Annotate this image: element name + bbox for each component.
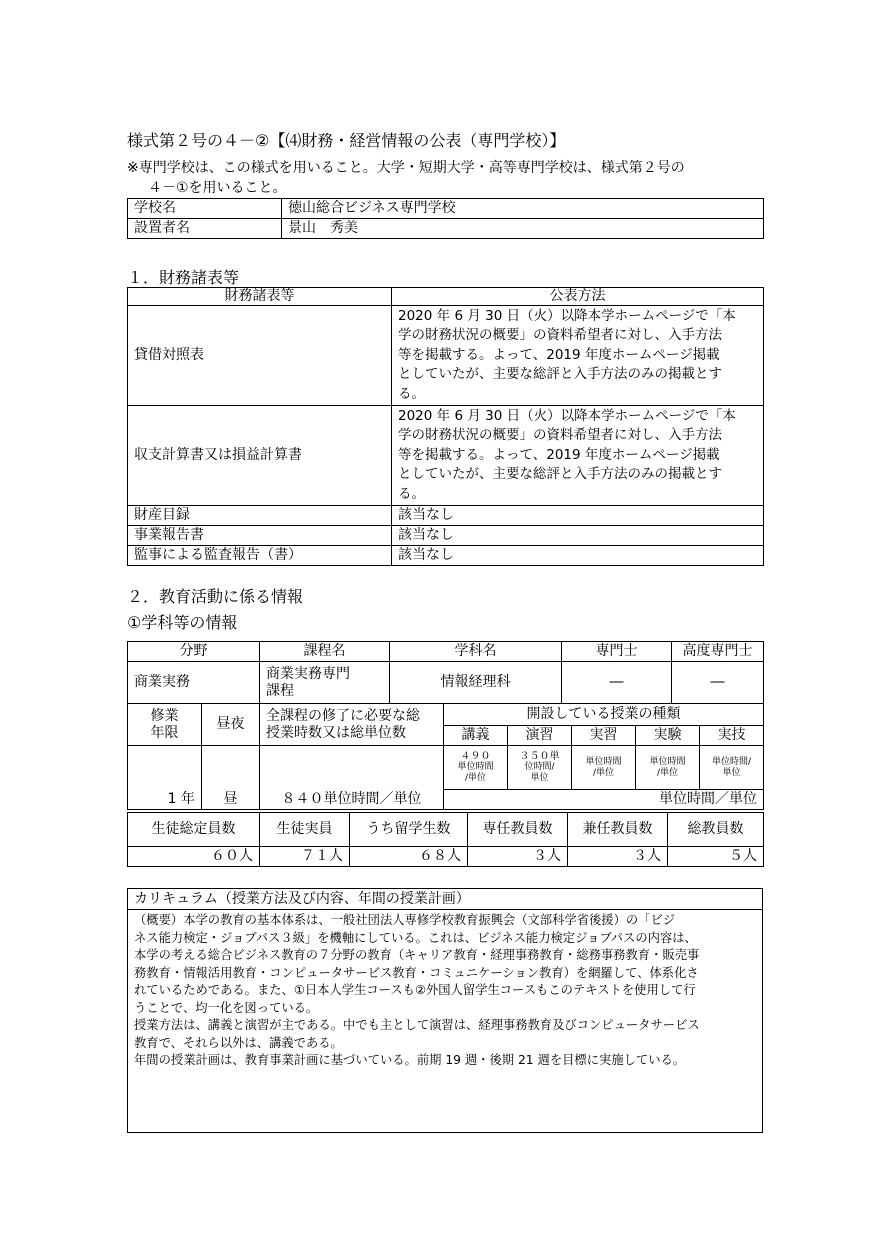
lecture-header: 講義: [444, 726, 508, 746]
field-header: 分野: [128, 642, 260, 662]
exercise-header: 演習: [508, 726, 572, 746]
skill-units: 単位時間/ 単位: [700, 746, 764, 790]
intl-value: ６８人: [350, 847, 468, 867]
course-hours-table: [127, 703, 764, 810]
years-value: 1 年: [128, 790, 202, 810]
lecture-units: ４９０ 単位時間 /単位: [444, 746, 508, 790]
exercise-units: ３５０単 位時間/ 単位: [508, 746, 572, 790]
fulltime-value: ３人: [468, 847, 568, 867]
curriculum-box: [127, 888, 763, 1133]
section2-subheading: ①学科等の情報: [127, 613, 238, 632]
statement-name: 貸借対照表: [128, 306, 392, 406]
section1-heading: １．財務諸表等: [127, 268, 240, 287]
course-value: 商業実務専門 課程: [260, 662, 390, 704]
page-title: 様式第２号の４－②【⑷財務・経営情報の公表（専門学校）】: [127, 131, 566, 150]
field-value: 商業実務: [128, 662, 260, 704]
actual-header: 生徒実員: [260, 813, 350, 847]
course-header: 課程名: [260, 642, 390, 662]
founder-value: 景山 秀美: [282, 219, 764, 239]
skill-header: 実技: [700, 726, 764, 746]
statement-method: 該当なし: [392, 546, 764, 566]
experiment-header: 実験: [636, 726, 700, 746]
experiment-units: 単位時間 /単位: [636, 746, 700, 790]
statement-name: 監事による監査報告（書）: [128, 546, 392, 566]
actual-value: ７１人: [260, 847, 350, 867]
parttime-value: ３人: [568, 847, 668, 867]
statement-method: 該当なし: [392, 526, 764, 546]
dept-header: 学科名: [390, 642, 562, 662]
capacity-value: ６０人: [128, 847, 260, 867]
statement-name: 収支計算書又は損益計算書: [128, 406, 392, 506]
note-line-1: ※専門学校は、この様式を用いること。大学・短期大学・高等専門学校は、様式第２号の: [127, 160, 685, 176]
total-hours-header: 全課程の修了に必要な総 授業時数又は総単位数: [260, 704, 444, 746]
years-header: 修業 年限: [128, 704, 202, 746]
founder-label: 設置者名: [128, 219, 282, 239]
adv-specialist-value: ―: [672, 662, 764, 704]
class-types-header: 開設している授業の種類: [444, 704, 764, 726]
department-table: [127, 641, 764, 704]
totalstaff-header: 総教員数: [668, 813, 764, 847]
curriculum-heading: カリキュラム（授業方法及び内容、年間の授業計画）: [128, 889, 762, 910]
section2-heading: ２．教育活動に係る情報: [127, 587, 304, 606]
total-hours-value: ８４０単位時間／単位: [260, 790, 444, 810]
practice-units: 単位時間 /単位: [572, 746, 636, 790]
total-unit-label: 単位時間／単位: [444, 790, 764, 810]
daynight-value: 昼: [202, 790, 260, 810]
totalstaff-value: ５人: [668, 847, 764, 867]
practice-header: 実習: [572, 726, 636, 746]
school-name-label: 学校名: [128, 199, 282, 219]
staff-student-table: [127, 812, 764, 867]
capacity-header: 生徒総定員数: [128, 813, 260, 847]
curriculum-text: （概要）本学の教育の基本体系は、一般社団法人専修学校教育振興会（文部科学省後援）の「ビジ ネス能力検定・ジョブパス３級」を機軸にしている。これは、ビジネス能力検定ジョブパスの内容は、 本学の考える総合ビジネス教育の７分野の教育（キャリア教育・経理事務教育・総務事務教育・販売事 務教育・情報活用教育・コンピュータサービス教育・コミュニケーション教育）を網羅して、体系化さ れているためである。また、①日本人学生コースも②外国人留学生コースもこのテキストを使用して行 うことで、均一化を図っている。 授業方法は、講義と演習が主である。中でも主として演習は、経理事務教育及びコンピュータサービス 教育で、それら以外は、講義である。 年間の授業計画は、教育事業計画に基づいている。前期 19 週・後期 21 週を目標に実施している。: [134, 913, 700, 1067]
school-name-value: 徳山総合ビジネス専門学校: [282, 199, 764, 219]
statement-method: 2020 年 6 月 30 日（火）以降本学ホームページで「本 学の財務状況の概要」の資料希望者に対し、入手方法 等を掲載する。よって、2019 年度ホームページ掲載 としていたが、主要な総評と入手方法のみの掲載とす る。: [392, 306, 764, 406]
note-line-2: ４－①を用いること。: [148, 180, 287, 196]
financial-statements-table: [127, 287, 764, 566]
col-method-header: 公表方法: [392, 288, 764, 306]
parttime-header: 兼任教員数: [568, 813, 668, 847]
intl-header: うち留学生数: [350, 813, 468, 847]
fulltime-header: 専任教員数: [468, 813, 568, 847]
school-info-table: [127, 198, 764, 239]
statement-method: 2020 年 6 月 30 日（火）以降本学ホームページで「本 学の財務状況の概要」の資料希望者に対し、入手方法 等を掲載する。よって、2019 年度ホームページ掲載 としていたが、主要な総評と入手方法のみの掲載とす る。: [392, 406, 764, 506]
statement-name: 財産目録: [128, 506, 392, 526]
specialist-header: 専門士: [562, 642, 672, 662]
statement-name: 事業報告書: [128, 526, 392, 546]
statement-method: 該当なし: [392, 506, 764, 526]
col-statement-header: 財務諸表等: [128, 288, 392, 306]
dept-value: 情報経理科: [390, 662, 562, 704]
adv-specialist-header: 高度専門士: [672, 642, 764, 662]
specialist-value: ―: [562, 662, 672, 704]
daynight-header: 昼夜: [202, 704, 260, 746]
